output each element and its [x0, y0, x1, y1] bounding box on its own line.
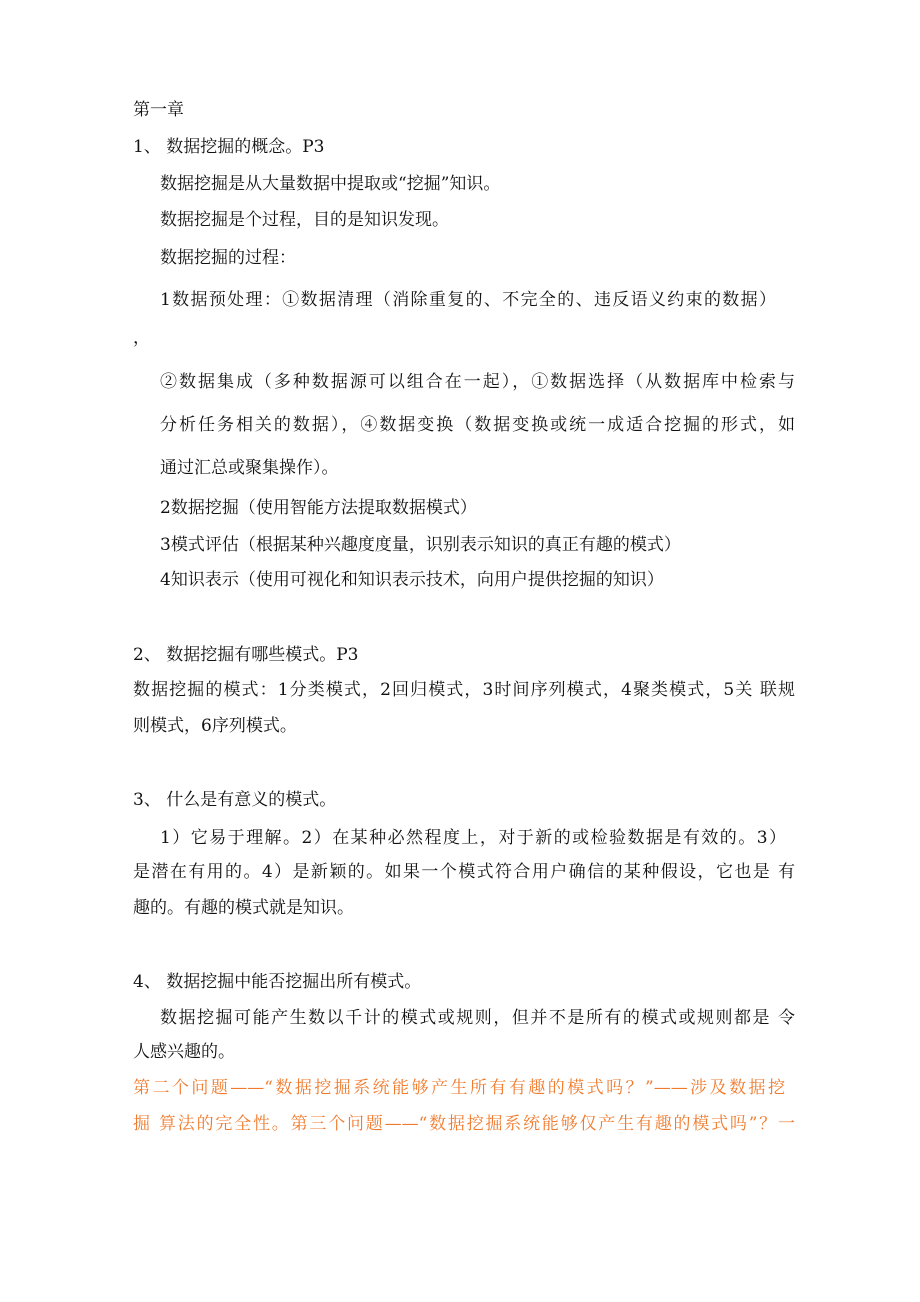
highlighted-line: 掘 算法的完全性。第三个问题——“数据挖掘系统能够仅产生有趣的模式吗”？一: [133, 1114, 795, 1134]
paragraph-line: 人感兴趣的。: [133, 1042, 235, 1062]
paragraph-line: 3模式评估（根据某种兴趣度度量，识别表示知识的真正有趣的模式）: [160, 535, 681, 555]
paragraph-line: 数据挖掘是个过程，目的是知识发现。: [160, 210, 449, 230]
paragraph-line: 通过汇总或聚集操作）。: [160, 458, 339, 478]
paragraph-line: ②数据集成（多种数据源可以组合在一起），①数据选择（从数据库中检索与: [160, 372, 795, 392]
paragraph-line: 分析任务相关的数据），④数据变换（数据变换或统一成适合挖掘的形式，如: [160, 415, 795, 435]
paragraph-line: 数据挖掘的过程：: [160, 248, 296, 268]
section-heading: 4、 数据挖掘中能否挖掘出所有模式。: [133, 972, 422, 992]
paragraph-line: 则模式，6序列模式。: [133, 716, 297, 736]
section-heading: 2、 数据挖掘有哪些模式。P3: [133, 645, 359, 665]
section-heading: 1、 数据挖掘的概念。P3: [133, 137, 325, 157]
paragraph-line: 1）它易于理解。2）在某种必然程度上，对于新的或检验数据是有效的。3）: [160, 828, 786, 848]
paragraph-line: 数据挖掘可能产生数以千计的模式或规则，但并不是所有的模式或规则都是 令: [160, 1008, 795, 1028]
highlighted-line: 第二个问题——“数据挖掘系统能够产生所有有趣的模式吗？”——涉及数据挖: [133, 1078, 785, 1098]
paragraph-line: 数据挖掘是从大量数据中提取或“挖掘”知识。: [160, 174, 501, 194]
paragraph-line: 4知识表示（使用可视化和知识表示技术，向用户提供挖掘的知识）: [160, 570, 664, 590]
paragraph-line: 是潜在有用的。4）是新颖的。如果一个模式符合用户确信的某种假设，它也是 有: [133, 862, 795, 882]
chapter-title: 第一章: [133, 100, 184, 120]
paragraph-line: 趣的。有趣的模式就是知识。: [133, 898, 354, 918]
section-heading: 3、 什么是有意义的模式。: [133, 790, 337, 810]
paragraph-line: 2数据挖掘（使用智能方法提取数据模式）: [160, 498, 477, 518]
paragraph-line: 1数据预处理：①数据清理（消除重复的、不完全的、违反语义约束的数据）: [160, 290, 776, 310]
paragraph-line: ，: [133, 328, 150, 348]
paragraph-line: 数据挖掘的模式：1分类模式，2回归模式，3时间序列模式，4聚类模式，5关 联规: [133, 680, 795, 700]
